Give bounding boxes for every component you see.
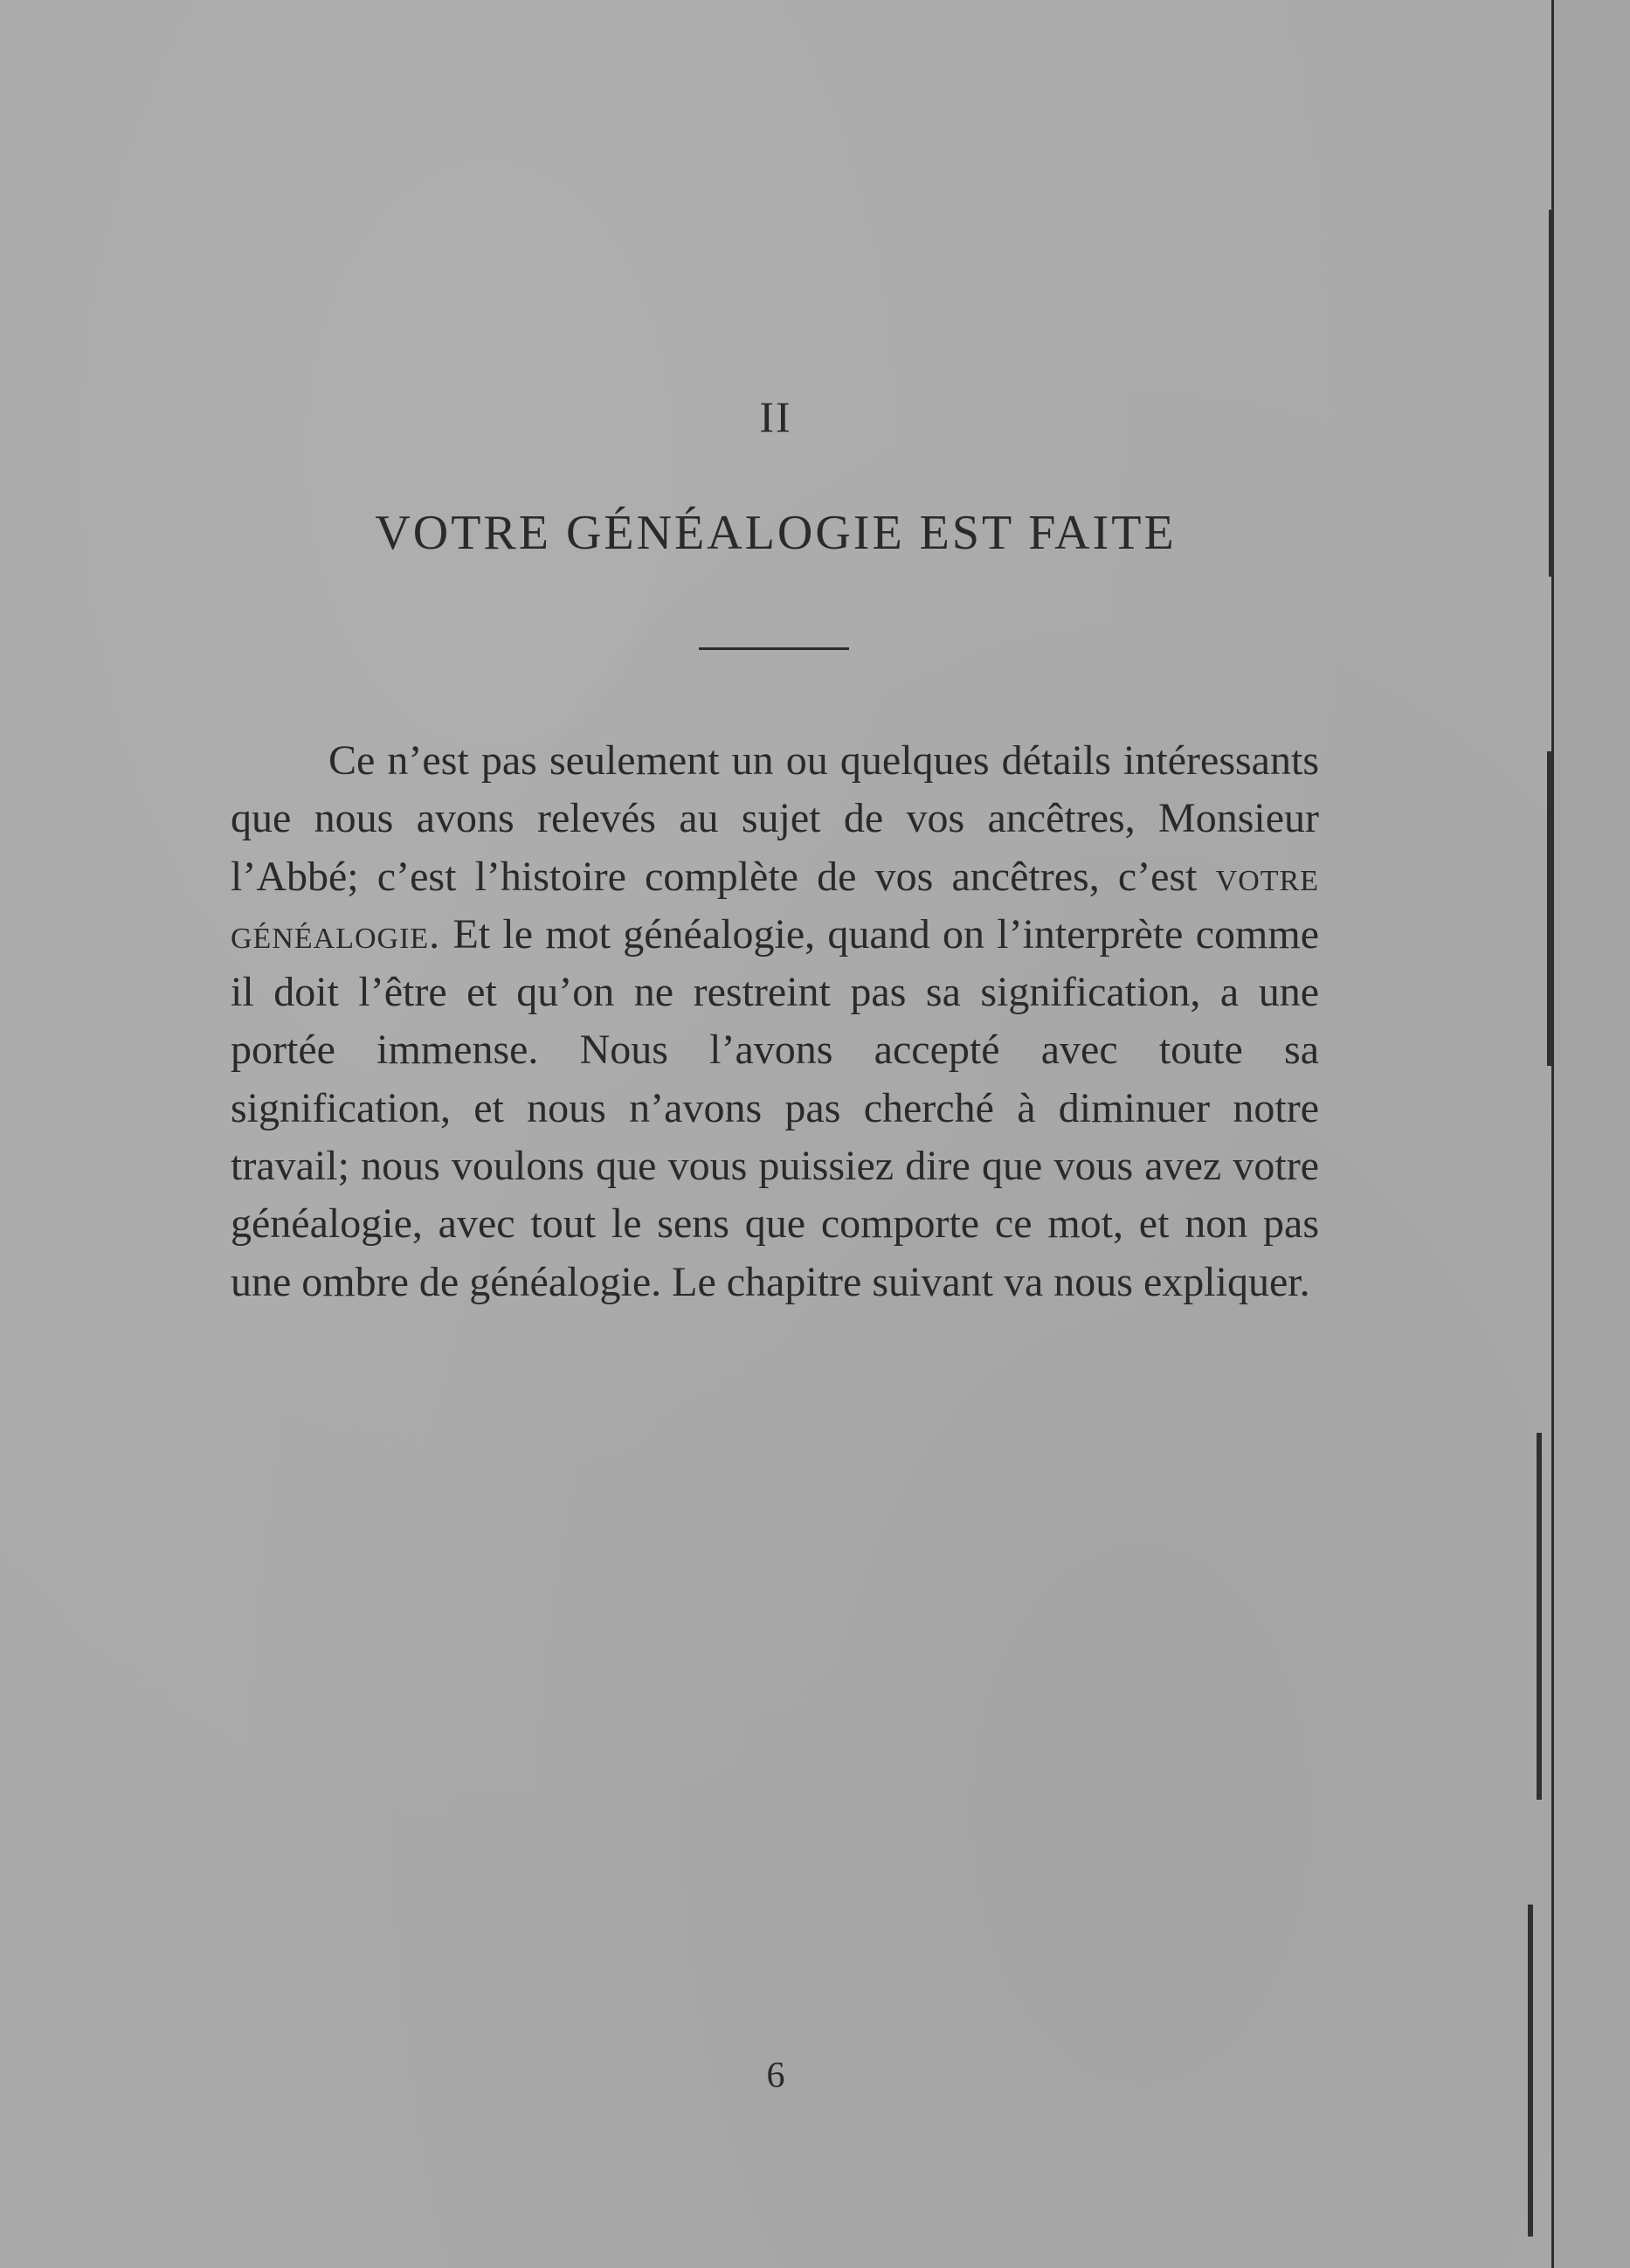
page-number: 6 — [766, 2056, 785, 2096]
chapter-title: VOTRE GÉNÉALOGIE EST FAITE — [375, 506, 1177, 560]
body-paragraph — [231, 732, 1319, 1311]
title-divider — [699, 647, 849, 650]
page-edge — [1551, 0, 1630, 2268]
paragraph-text-before: Ce n’est pas seulement un ou quelques détails intéressants que nous avons relevés au sujet de vos ancêtres, Monsieur l’Abbé; c’est l’histoire complète de vos ancêtres, c’est — [231, 737, 1319, 900]
binding-mark — [1547, 751, 1552, 1066]
emphasis-smallcaps: votre généalogie. — [231, 853, 1320, 958]
chapter-number: II — [759, 392, 792, 441]
paragraph-text-after: Et le mot généalogie, quand on l’interprète comme il doit l’être et qu’on ne restreint pas sa signification, a une portée immense. Nous l’avons accepté avec toute sa signification, et nous n’avons pas cherché à diminuer notre travail; nous voulons que vous puissiez dire que vous avez votre généalogie, avec tout le sens que comporte ce mot, et non pas une ombre de généalogie. Le chapitre suivant va nous expliquer. — [231, 910, 1320, 1305]
binding-mark — [1537, 1433, 1542, 1800]
